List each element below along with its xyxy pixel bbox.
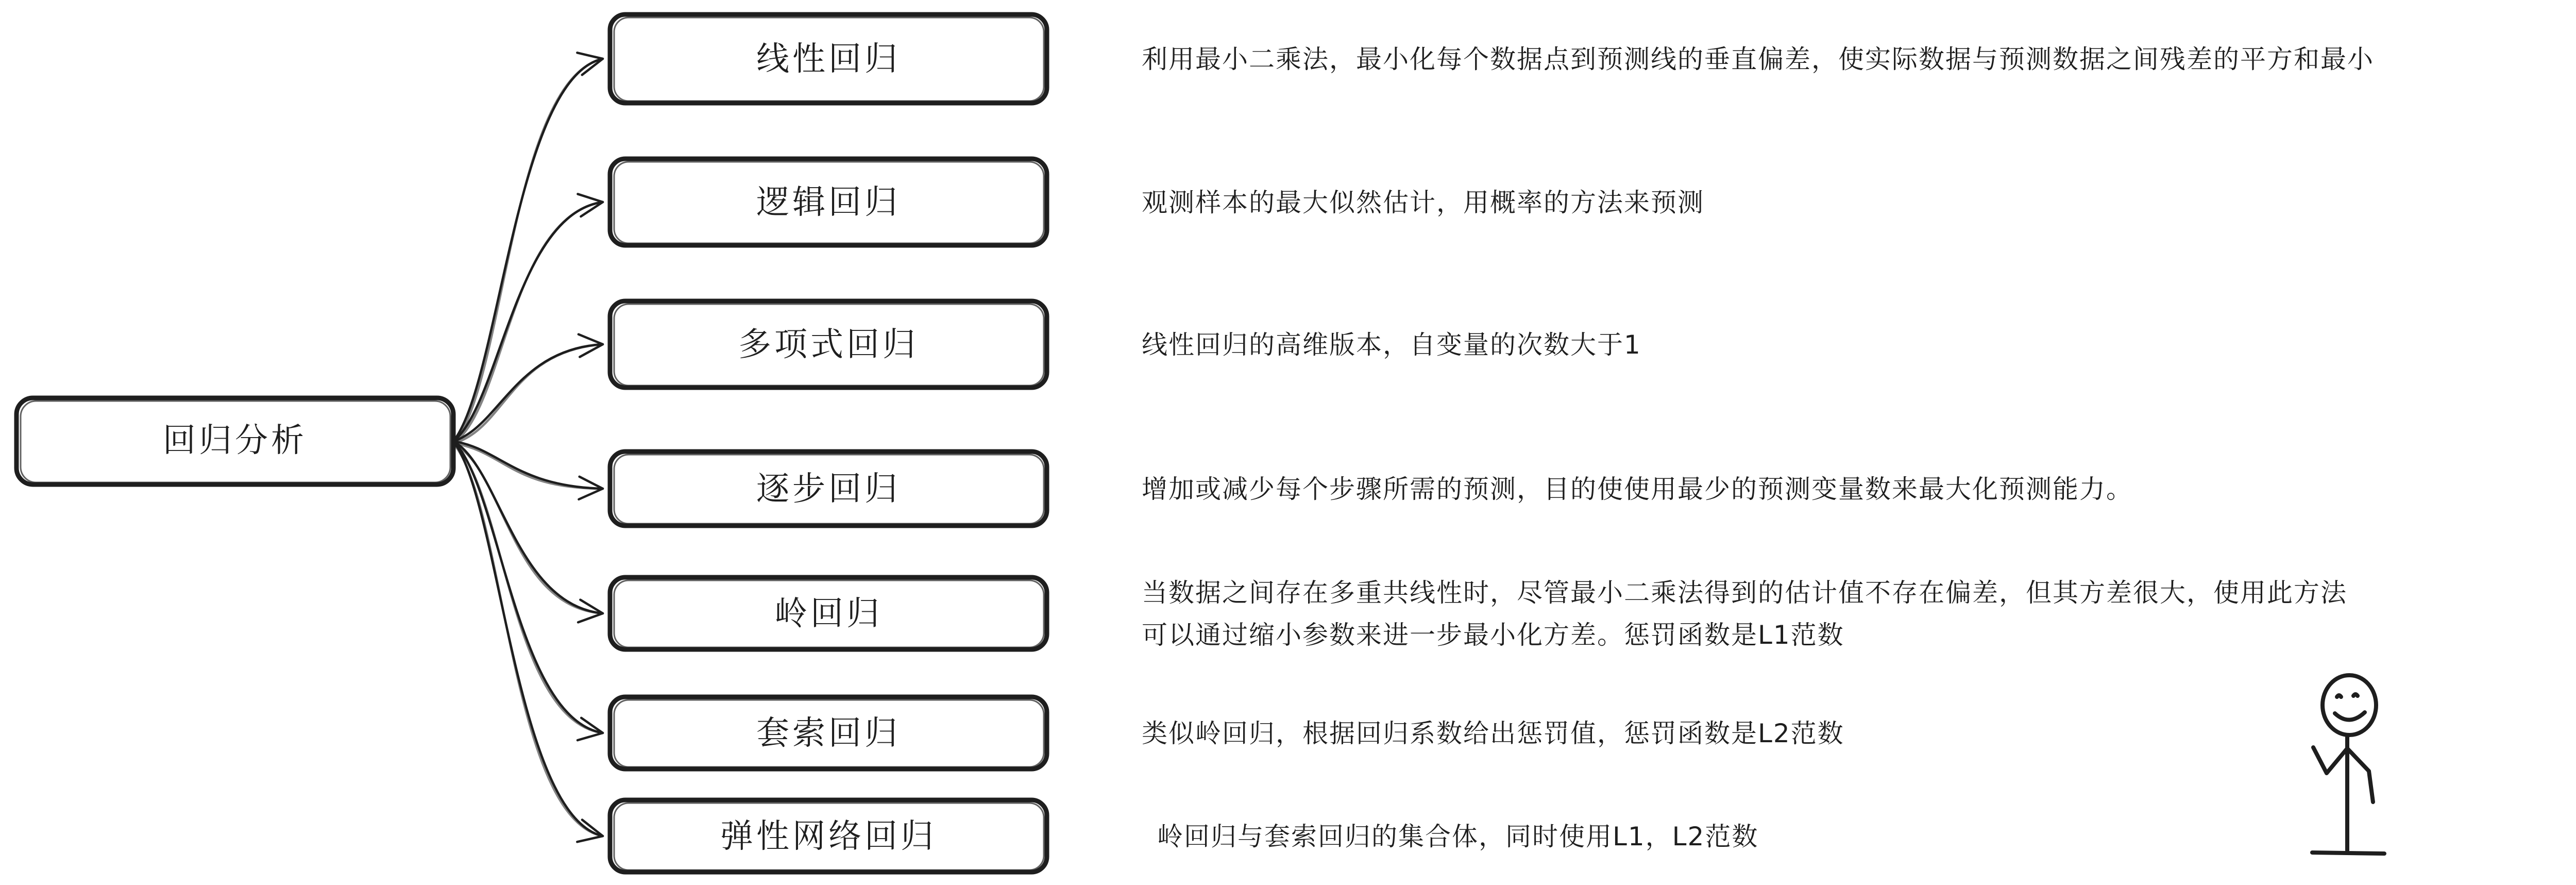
node-stepwise-label: 逐步回归 xyxy=(756,470,901,508)
description-polynomial-line: 线性回归的高维版本，自变量的次数大于1 xyxy=(1142,330,1641,360)
description-stepwise xyxy=(1142,474,2133,504)
root-node-label: 回归分析 xyxy=(163,422,307,460)
root-node[interactable] xyxy=(16,398,453,485)
description-lasso-line: 类似岭回归，根据回归系数给出惩罚值，惩罚函数是L2范数 xyxy=(1142,719,1844,748)
description-polynomial xyxy=(1142,330,1641,360)
edge-layer xyxy=(453,53,603,842)
node-ridge-label: 岭回归 xyxy=(774,595,883,633)
description-elastic-net xyxy=(1157,822,1758,851)
description-ridge-line: 当数据之间存在多重共线性时，尽管最小二乘法得到的估计值不存在偏差，但其方差很大，使用此方法 xyxy=(1142,578,2347,608)
node-polynomial[interactable] xyxy=(610,301,1047,388)
description-ridge xyxy=(1142,578,2347,650)
stick-figure-icon xyxy=(2312,675,2384,854)
node-elastic-net[interactable] xyxy=(610,800,1047,872)
node-lasso[interactable] xyxy=(610,697,1047,769)
node-logistic[interactable] xyxy=(610,159,1047,245)
description-lasso xyxy=(1142,719,1844,748)
edge-lasso xyxy=(453,441,603,733)
edge-linear xyxy=(453,59,603,441)
description-linear-line: 利用最小二乘法，最小化每个数据点到预测线的垂直偏差，使实际数据与预测数据之间残差的平方和最小 xyxy=(1142,44,2374,74)
node-ridge[interactable] xyxy=(610,577,1047,649)
node-linear-label: 线性回归 xyxy=(756,40,901,78)
node-polynomial-label: 多项式回归 xyxy=(738,326,919,364)
edge-linear-sketch xyxy=(453,59,603,443)
description-logistic-line: 观测样本的最大似然估计，用概率的方法来预测 xyxy=(1142,188,1704,218)
edge-elastic-net xyxy=(453,441,603,836)
description-ridge-line: 可以通过缩小参数来进一步最小化方差。惩罚函数是L1范数 xyxy=(1142,620,1844,650)
node-stepwise[interactable] xyxy=(610,452,1047,526)
node-linear[interactable] xyxy=(610,14,1047,103)
edge-logistic xyxy=(453,202,603,441)
node-elastic-net-label: 弹性网络回归 xyxy=(720,817,937,856)
description-linear xyxy=(1142,44,2374,74)
edge-ridge xyxy=(453,441,603,613)
description-stepwise-line: 增加或减少每个步骤所需的预测，目的使使用最少的预测变量数来最大化预测能力。 xyxy=(1142,474,2133,504)
branch-layer xyxy=(610,14,2374,872)
node-logistic-label: 逻辑回归 xyxy=(756,183,901,222)
description-logistic xyxy=(1142,188,1704,218)
node-lasso-label: 套索回归 xyxy=(756,714,901,753)
edge-ridge-sketch xyxy=(453,443,603,613)
description-elastic-net-line: 岭回归与套索回归的集合体，同时使用L1，L2范数 xyxy=(1157,822,1759,851)
